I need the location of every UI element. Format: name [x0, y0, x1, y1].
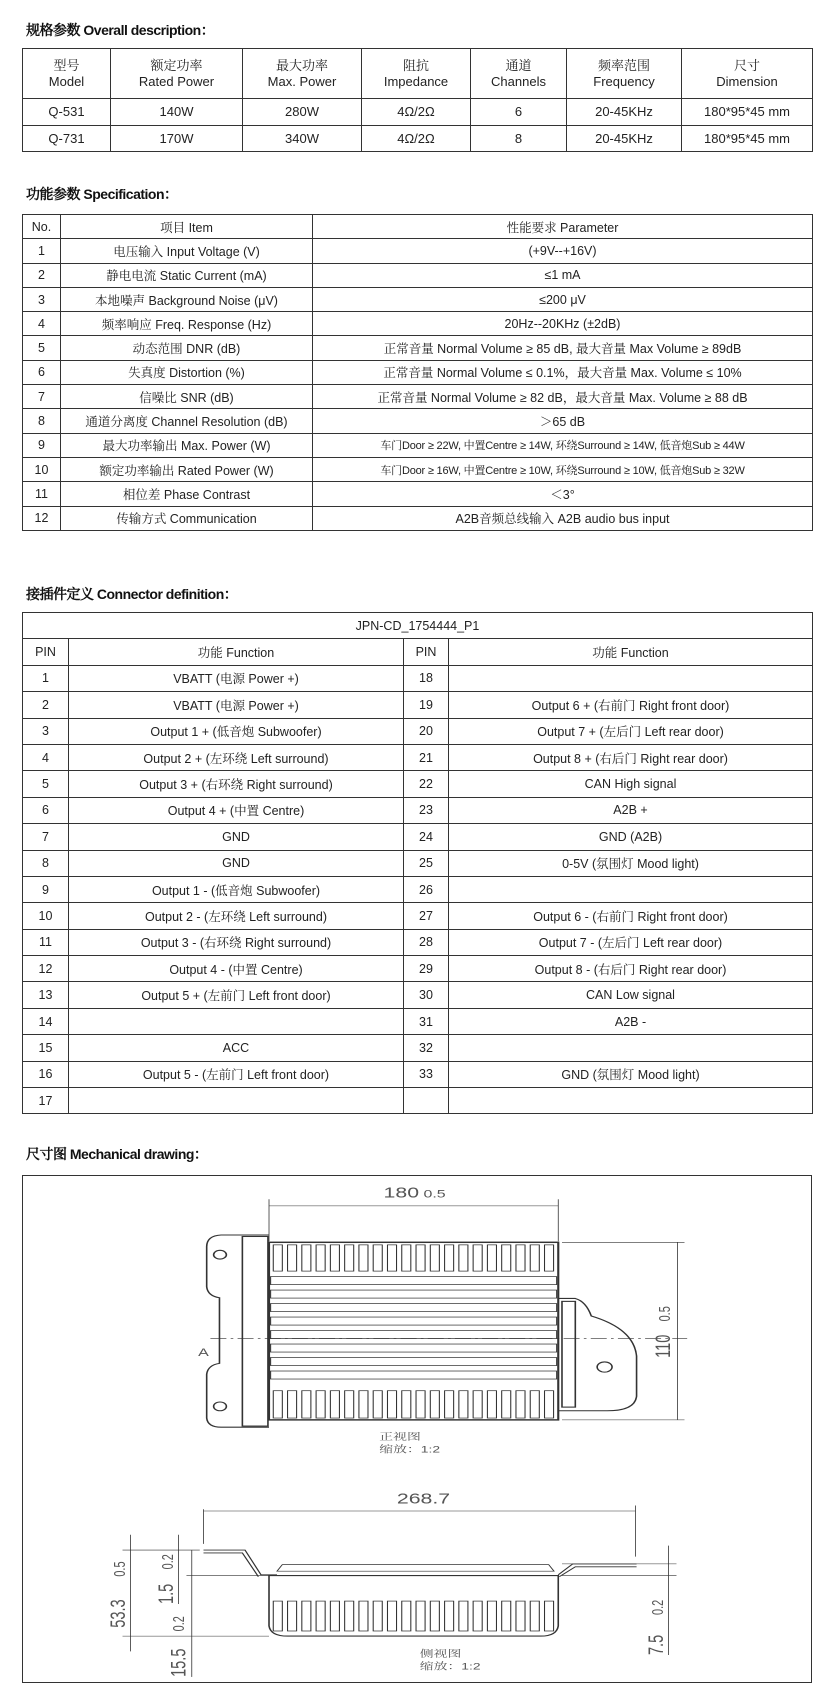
pin-number: 6: [23, 797, 69, 823]
table-row: [23, 797, 813, 823]
heatsink-fin: [373, 1601, 382, 1631]
heatsink-rib: [271, 1304, 557, 1312]
heatsink-fin: [302, 1601, 311, 1631]
pin-number: 17: [23, 1088, 69, 1114]
pin-function: [69, 1088, 404, 1114]
column-header-zh: 频率范围: [597, 57, 650, 73]
column-header: PIN: [404, 639, 449, 665]
heatsink-fin: [502, 1245, 511, 1271]
table-row: [23, 718, 813, 744]
column-header-zh: 尺寸: [733, 57, 760, 73]
heatsink-fin: [302, 1391, 311, 1418]
mount-hole: [597, 1362, 612, 1372]
pin-function: ACC: [69, 1035, 404, 1061]
heatsink-fin: [373, 1245, 382, 1271]
pin-function: GND (氛围灯 Mood light): [449, 1061, 813, 1087]
pin-number: 4: [23, 744, 69, 770]
heatsink-fin: [430, 1245, 439, 1271]
table-row: [23, 457, 813, 481]
heatsink-fin: [387, 1601, 396, 1631]
dim-height-tol: 0.5: [656, 1306, 674, 1322]
pin-function: [449, 1088, 813, 1114]
column-header: [243, 49, 362, 99]
column-header-en: Rated Power: [138, 73, 215, 89]
heatsink-fin: [430, 1391, 439, 1418]
dim-1-5-tol: 0.2: [159, 1554, 177, 1570]
table-cell: 180*95*45 mm: [682, 99, 813, 126]
side-flange: [203, 1550, 636, 1577]
pin-number: 24: [404, 824, 449, 850]
table-row: [23, 312, 813, 336]
heatsink-rib: [271, 1290, 557, 1298]
pin-number: 10: [23, 903, 69, 929]
table-row: [23, 482, 813, 506]
column-header-en: Dimension: [716, 73, 778, 89]
table-row: [23, 506, 813, 530]
table-cell: Q-531: [23, 99, 111, 126]
pin-function: Output 8 + (右后门 Right rear door): [449, 744, 813, 770]
heatsink-fin: [430, 1601, 439, 1631]
mechanical-drawing: [0, 1130, 831, 1701]
column-header: PIN: [23, 639, 69, 665]
side-view-scale: 缩放：1:2: [419, 1660, 481, 1673]
heatsink-rib: [271, 1277, 557, 1285]
pin-number: 13: [23, 982, 69, 1008]
pin-number: [404, 1088, 449, 1114]
pin-number: 23: [404, 797, 449, 823]
table-cell: 4: [23, 312, 61, 336]
table-cell: ≤1 mA: [313, 263, 813, 287]
pin-number: 11: [23, 929, 69, 955]
pin-number: 32: [404, 1035, 449, 1061]
table-cell: 动态范围 DNR (dB): [61, 336, 313, 360]
heatsink-fin: [273, 1245, 282, 1271]
table-row: [23, 824, 813, 850]
table-cell: 10: [23, 457, 61, 481]
table-row: [23, 876, 813, 902]
heatsink-fin: [545, 1391, 554, 1418]
table-row: [23, 903, 813, 929]
table-cell: 7: [23, 385, 61, 409]
heatsink-fin: [473, 1245, 482, 1271]
pin-function: Output 6 - (右前门 Right front door): [449, 903, 813, 929]
column-header: 功能 Function: [449, 639, 813, 665]
table-cell: 相位差 Phase Contrast: [61, 482, 313, 506]
table-row: [23, 1035, 813, 1061]
table-cell: 通道分离度 Channel Resolution (dB): [61, 409, 313, 433]
pin-function: GND (A2B): [449, 824, 813, 850]
heatsink-fin: [445, 1245, 454, 1271]
pin-function: VBATT (电源 Power +): [69, 665, 404, 691]
heatsink-fin: [545, 1601, 554, 1631]
table-cell: 4Ω/2Ω: [362, 125, 471, 152]
table-cell: 本地噪声 Background Noise (μV): [61, 287, 313, 311]
specification-table: [22, 214, 813, 531]
front-view-scale: 缩放：1:2: [379, 1443, 441, 1456]
heatsink-fin: [487, 1601, 496, 1631]
connector-table: [22, 612, 813, 1114]
table-row: [23, 287, 813, 311]
heatsink-fin: [473, 1391, 482, 1418]
table-row: [23, 850, 813, 876]
heatsink-fin: [502, 1391, 511, 1418]
heatsink-rib: [271, 1344, 557, 1352]
table-cell: 20-45KHz: [567, 125, 682, 152]
heatsink-rib: [271, 1358, 557, 1366]
heatsink-fin: [459, 1391, 468, 1418]
column-header-zh: 型号: [53, 57, 80, 73]
table-row: [23, 692, 813, 718]
overall-description-table: [22, 48, 813, 152]
heatsink-fin: [330, 1601, 339, 1631]
dim-lower-tol: 0.2: [169, 1616, 188, 1632]
heatsink-fin: [445, 1601, 454, 1631]
column-header: [111, 49, 243, 99]
table-cell: 3: [23, 287, 61, 311]
table-row: [23, 1008, 813, 1034]
table-cell: 额定功率输出 Rated Power (W): [61, 457, 313, 481]
dim-overall-length: 268.7: [396, 1490, 451, 1507]
table-cell: 6: [471, 99, 567, 126]
pin-function: CAN Low signal: [449, 982, 813, 1008]
heatsink-fin: [445, 1391, 454, 1418]
dim-7-5-tol: 0.2: [649, 1599, 667, 1615]
heatsink-fin: [387, 1391, 396, 1418]
pin-number: 3: [23, 718, 69, 744]
dim-width-tol: 0.5: [423, 1187, 446, 1200]
table-cell: 1: [23, 239, 61, 263]
column-header: [471, 49, 567, 99]
pin-number: 21: [404, 744, 449, 770]
column-header-en: Channels: [491, 73, 546, 89]
pin-function: [449, 665, 813, 691]
pin-number: 28: [404, 929, 449, 955]
pin-function: Output 2 - (左环绕 Left surround): [69, 903, 404, 929]
pin-function: Output 8 - (右后门 Right rear door): [449, 956, 813, 982]
table-cell: 正常音量 Normal Volume ≤ 0.1%，最大音量 Max. Volume ≤ 10%: [313, 360, 813, 384]
pin-number: 2: [23, 692, 69, 718]
table-cell: 8: [471, 125, 567, 152]
column-header: 功能 Function: [69, 639, 404, 665]
pin-number: 1: [23, 665, 69, 691]
dim-width: 180: [383, 1183, 420, 1201]
pin-number: 27: [404, 903, 449, 929]
pin-number: 19: [404, 692, 449, 718]
pin-number: 22: [404, 771, 449, 797]
table-row: [23, 99, 813, 126]
pin-number: 33: [404, 1061, 449, 1087]
table-cell: 电压输入 Input Voltage (V): [61, 239, 313, 263]
heatsink-fin: [545, 1245, 554, 1271]
pin-function: Output 3 - (右环绕 Right surround): [69, 929, 404, 955]
pin-function: GND: [69, 850, 404, 876]
heatsink-fin: [502, 1601, 511, 1631]
pin-function: [69, 1008, 404, 1034]
heatsink-fin: [316, 1391, 325, 1418]
table-cell: 信噪比 SNR (dB): [61, 385, 313, 409]
heatsink-fin: [359, 1391, 368, 1418]
table-cell: (+9V--+16V): [313, 239, 813, 263]
pin-number: 7: [23, 824, 69, 850]
heatsink-fin: [302, 1245, 311, 1271]
heatsink-fin: [288, 1245, 297, 1271]
pin-function: Output 1 - (低音炮 Subwoofer): [69, 876, 404, 902]
pin-function: Output 3 + (右环绕 Right surround): [69, 771, 404, 797]
front-view-label: 正视图: [379, 1431, 421, 1443]
table-cell: 5: [23, 336, 61, 360]
table-cell: ＜3°: [313, 482, 813, 506]
heatsink-fin: [487, 1245, 496, 1271]
pin-number: 18: [404, 665, 449, 691]
pin-number: 8: [23, 850, 69, 876]
column-header-zh: 阻抗: [402, 57, 429, 73]
heatsink-fin: [487, 1391, 496, 1418]
column-header: 性能要求 Parameter: [313, 215, 813, 239]
heatsink-rib: [271, 1331, 557, 1339]
table-cell: 11: [23, 482, 61, 506]
side-body: [269, 1576, 558, 1637]
table-row: [23, 929, 813, 955]
pin-function: Output 6 + (右前门 Right front door): [449, 692, 813, 718]
pin-number: 25: [404, 850, 449, 876]
table-cell: ≤200 μV: [313, 287, 813, 311]
heatsink-fin: [373, 1391, 382, 1418]
pin-function: A2B +: [449, 797, 813, 823]
table-cell: ＞65 dB: [313, 409, 813, 433]
column-header: [362, 49, 471, 99]
heatsink-fin: [387, 1245, 396, 1271]
table-row: [23, 239, 813, 263]
heatsink-fin: [330, 1245, 339, 1271]
table-cell: A2B音频总线输入 A2B audio bus input: [313, 506, 813, 530]
table-cell: 最大功率输出 Max. Power (W): [61, 433, 313, 457]
heatsink-fin: [316, 1601, 325, 1631]
heatsink-fin: [530, 1245, 539, 1271]
heatsink-fin: [288, 1601, 297, 1631]
table-cell: 170W: [111, 125, 243, 152]
pin-number: 29: [404, 956, 449, 982]
table-cell: 正常音量 Normal Volume ≥ 85 dB, 最大音量 Max Volume ≥ 89dB: [313, 336, 813, 360]
pin-function: VBATT (电源 Power +): [69, 692, 404, 718]
table-cell: 8: [23, 409, 61, 433]
column-header-zh: 额定功率: [150, 57, 203, 73]
table-cell: 正常音量 Normal Volume ≥ 82 dB，最大音量 Max. Volume ≥ 88 dB: [313, 385, 813, 409]
table-row: [23, 385, 813, 409]
dim-7-5: 7.5: [643, 1634, 668, 1656]
right-tab: [558, 1298, 636, 1410]
heatsink-fin: [473, 1601, 482, 1631]
table-cell: 车门Door ≥ 22W, 中置Centre ≥ 14W, 环绕Surround ≥ 14W, 低音炮Sub ≥ 44W: [313, 433, 813, 457]
dim-height: 110: [650, 1334, 675, 1358]
heatsink-fin: [416, 1245, 425, 1271]
pin-number: 12: [23, 956, 69, 982]
connector-section-title: 接插件定义 Connector definition：: [26, 586, 238, 602]
heatsink-fin: [316, 1245, 325, 1271]
heatsink-fin: [402, 1391, 411, 1418]
dim-53-3-tol: 0.5: [111, 1561, 129, 1577]
pin-function: Output 5 - (左前门 Left front door): [69, 1061, 404, 1087]
table-row: [23, 125, 813, 152]
pin-function: Output 5 + (左前门 Left front door): [69, 982, 404, 1008]
pin-number: 30: [404, 982, 449, 1008]
column-header-en: Frequency: [593, 73, 655, 89]
pin-number: 5: [23, 771, 69, 797]
pin-number: 14: [23, 1008, 69, 1034]
table-row: [23, 1088, 813, 1114]
table-cell: 20-45KHz: [567, 99, 682, 126]
heatsink-fin: [359, 1245, 368, 1271]
pin-function: Output 7 - (左后门 Left rear door): [449, 929, 813, 955]
table-row: [23, 360, 813, 384]
table-row: [23, 409, 813, 433]
heatsink-rib: [271, 1317, 557, 1325]
table-cell: 2: [23, 263, 61, 287]
table-row: [23, 1061, 813, 1087]
heatsink-fin: [402, 1601, 411, 1631]
column-header-en: Impedance: [383, 73, 449, 89]
table-cell: 失真度 Distortion (%): [61, 360, 313, 384]
table-row: [23, 982, 813, 1008]
column-header-zh: 通道: [505, 57, 532, 73]
left-bracket: [207, 1235, 269, 1427]
table-cell: 4Ω/2Ω: [362, 99, 471, 126]
dim-53-3: 53.3: [105, 1599, 130, 1628]
table-row: [23, 336, 813, 360]
table-cell: 静电电流 Static Current (mA): [61, 263, 313, 287]
table-cell: 6: [23, 360, 61, 384]
table-row: [23, 771, 813, 797]
table-cell: 180*95*45 mm: [682, 125, 813, 152]
pin-function: Output 4 - (中置 Centre): [69, 956, 404, 982]
side-lid: [277, 1565, 554, 1572]
table-row: [23, 956, 813, 982]
heatsink-body: [269, 1242, 558, 1420]
heatsink-fin: [530, 1601, 539, 1631]
table-cell: 车门Door ≥ 16W, 中置Centre ≥ 10W, 环绕Surround ≥ 10W, 低音炮Sub ≥ 32W: [313, 457, 813, 481]
pin-function: GND: [69, 824, 404, 850]
pin-function: Output 2 + (左环绕 Left surround): [69, 744, 404, 770]
table-row: [23, 665, 813, 691]
heatsink-fin: [345, 1245, 354, 1271]
pin-function: A2B -: [449, 1008, 813, 1034]
pin-function: [449, 1035, 813, 1061]
column-header-zh: 最大功率: [275, 57, 328, 73]
table-cell: 140W: [111, 99, 243, 126]
table-cell: 20Hz--20KHz (±2dB): [313, 312, 813, 336]
column-header: [682, 49, 813, 99]
table-cell: 频率响应 Freq. Response (Hz): [61, 312, 313, 336]
heatsink-fin: [288, 1391, 297, 1418]
table-cell: 12: [23, 506, 61, 530]
table-cell: 280W: [243, 99, 362, 126]
column-header: [23, 49, 111, 99]
column-header: No.: [23, 215, 61, 239]
pin-function: CAN High signal: [449, 771, 813, 797]
heatsink-fin: [273, 1601, 282, 1631]
table-cell: Q-731: [23, 125, 111, 152]
drawing-section-title: 尺寸图 Mechanical drawing：: [26, 1146, 208, 1162]
table-cell: 9: [23, 433, 61, 457]
pin-function: [449, 876, 813, 902]
dim-1-5: 1.5: [153, 1583, 178, 1605]
heatsink-fin: [516, 1391, 525, 1418]
heatsink-fin: [359, 1601, 368, 1631]
column-header-en: Model: [48, 73, 85, 89]
heatsink-rib: [271, 1371, 557, 1379]
spec-section-title: 功能参数 Specification：: [26, 186, 178, 202]
heatsink-fin: [402, 1245, 411, 1271]
pin-function: Output 4 + (中置 Centre): [69, 797, 404, 823]
pin-number: 31: [404, 1008, 449, 1034]
heatsink-fin: [530, 1391, 539, 1418]
heatsink-fin: [345, 1391, 354, 1418]
heatsink-fin: [273, 1391, 282, 1418]
overall-section-title: 规格参数 Overall description：: [26, 22, 215, 38]
mount-hole: [214, 1402, 227, 1411]
table-row: [23, 744, 813, 770]
heatsink-fin: [416, 1601, 425, 1631]
connector-part-number: JPN-CD_1754444_P1: [23, 613, 813, 639]
heatsink-fin: [459, 1245, 468, 1271]
heatsink-fin: [330, 1391, 339, 1418]
pin-number: 20: [404, 718, 449, 744]
table-row: [23, 433, 813, 457]
pin-function: 0-5V (氛围灯 Mood light): [449, 850, 813, 876]
table-row: [23, 263, 813, 287]
pin-number: 16: [23, 1061, 69, 1087]
pin-number: 9: [23, 876, 69, 902]
heatsink-fin: [345, 1601, 354, 1631]
column-header: 项目 Item: [61, 215, 313, 239]
heatsink-fin: [459, 1601, 468, 1631]
pin-number: 15: [23, 1035, 69, 1061]
column-header-en: Max. Power: [267, 73, 337, 89]
mount-hole: [214, 1250, 227, 1259]
pin-function: Output 7 + (左后门 Left rear door): [449, 718, 813, 744]
side-view-label: 侧视图: [419, 1648, 462, 1660]
table-cell: 340W: [243, 125, 362, 152]
dim-15-5: 15.5: [165, 1648, 191, 1677]
section-mark: A: [198, 1346, 209, 1359]
pin-number: 26: [404, 876, 449, 902]
heatsink-fin: [516, 1601, 525, 1631]
column-header: [567, 49, 682, 99]
pin-function: Output 1 + (低音炮 Subwoofer): [69, 718, 404, 744]
table-cell: 传输方式 Communication: [61, 506, 313, 530]
heatsink-fin: [516, 1245, 525, 1271]
heatsink-fin: [416, 1391, 425, 1418]
